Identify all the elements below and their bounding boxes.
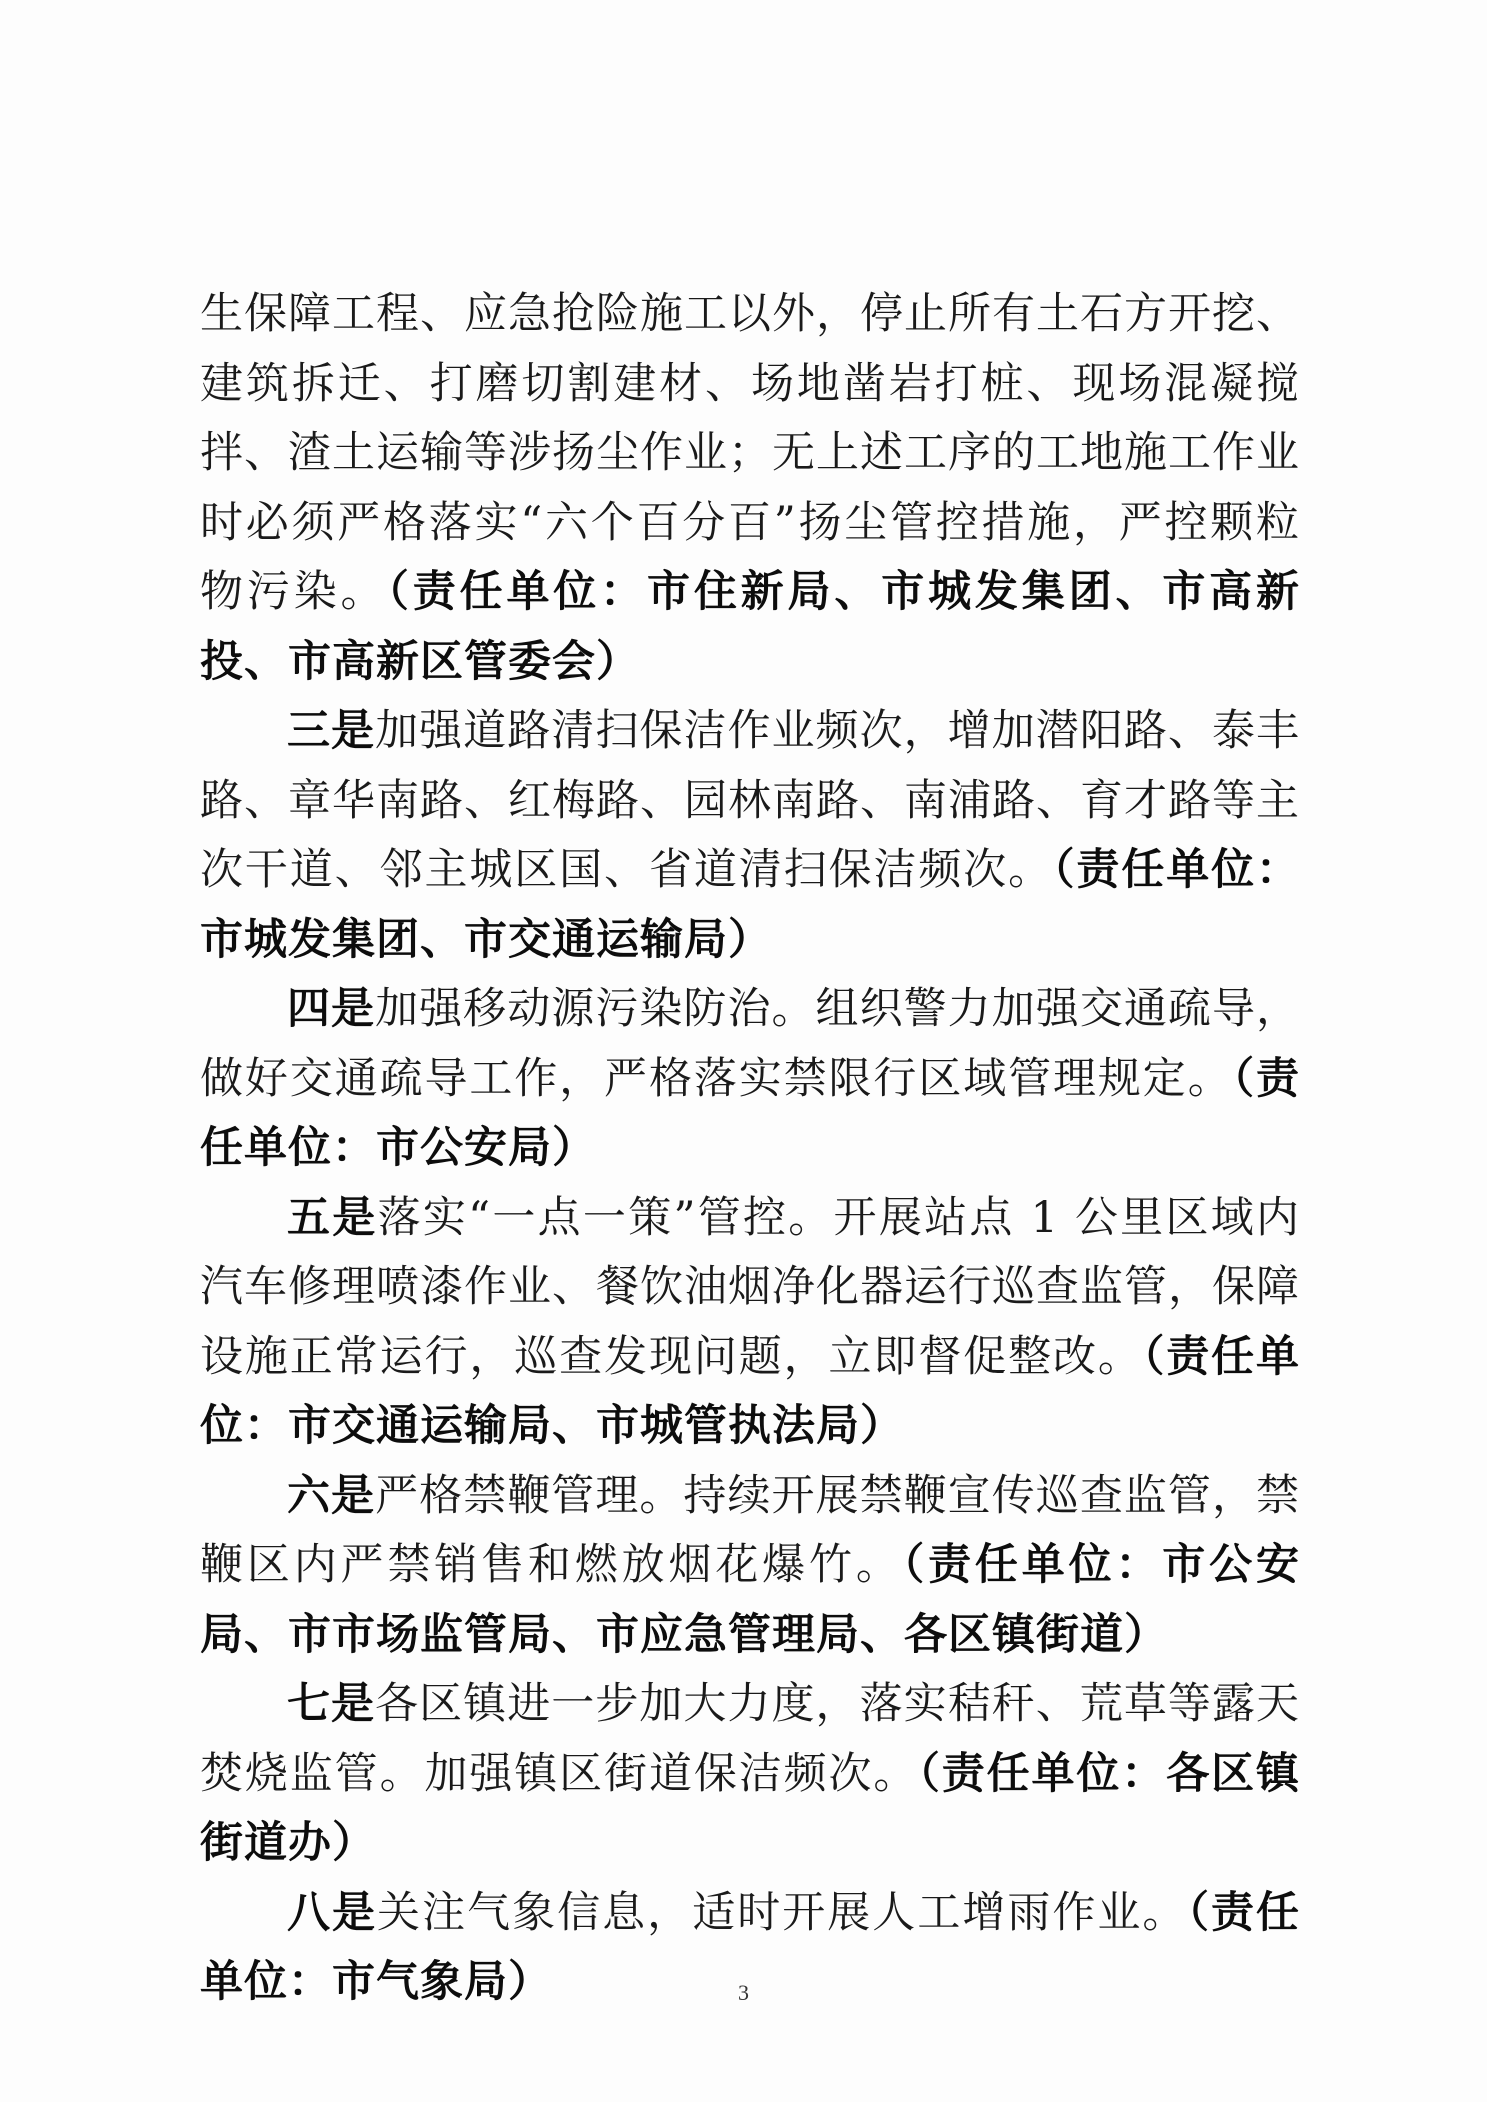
paragraph-site-control xyxy=(200,1184,1300,1462)
paragraph-burning-supervision xyxy=(200,1670,1300,1879)
item-number: 三是 xyxy=(287,706,376,756)
responsible-units: （责任单位：各区镇街道办） xyxy=(200,1748,1301,1868)
document-body xyxy=(200,280,1300,2018)
item-number: 四是 xyxy=(287,984,376,1034)
item-number: 八是 xyxy=(287,1887,378,1938)
paragraph-text: 关注气象信息，适时开展人工增雨作业。 xyxy=(377,1887,1188,1938)
responsible-units: （责任单位：市公安局） xyxy=(200,1053,1301,1173)
paragraph-text: 严格禁鞭管理。持续开展禁鞭宣传巡查监管，禁鞭区内严禁销售和燃放烟花爆竹。 xyxy=(200,1470,1301,1590)
paragraph-text: 各区镇进一步加大力度，落实秸秆、荒草等露天焚烧监管。加强镇区街道保洁频次。 xyxy=(200,1679,1301,1799)
responsible-units: （责任单位：市气象局） xyxy=(200,1887,1301,2007)
item-number: 六是 xyxy=(287,1470,376,1521)
paragraph-mobile-source xyxy=(200,975,1300,1184)
page-number: 3 xyxy=(738,1980,749,2005)
paragraph-dust-control xyxy=(200,280,1300,697)
paragraph-text: 生保障工程、应急抢险施工以外，停止所有土石方开挖、建筑拆迁、打磨切割建材、场地凿岩打桩、现场混凝搅拌、渣土运输等涉扬尘作业；无上述工序的工地施工作业时必须严格落实“六个百分百”扬尘管控措施，严控颗粒物污染。 xyxy=(200,289,1300,617)
paragraph-text: 落实“一点一策”管控。开展站点 1 公里区域内汽车修理喷漆作业、餐饮油烟净化器运行巡查监管，保障设施正常运行，巡查发现问题，立即督促整改。 xyxy=(200,1192,1301,1382)
paragraph-text: 加强移动源污染防治。组织警力加强交通疏导，做好交通疏导工作，严格落实禁限行区域管理规定。 xyxy=(200,984,1301,1104)
responsible-units: （责任单位：市住新局、市城发集团、市高新投、市高新区管委会） xyxy=(200,567,1301,687)
item-number: 五是 xyxy=(287,1192,378,1243)
item-number: 七是 xyxy=(287,1679,376,1729)
responsible-units: （责任单位：市公安局、市市场监管局、市应急管理局、各区镇街道） xyxy=(200,1540,1301,1660)
responsible-units: （责任单位：市城发集团、市交通运输局） xyxy=(200,845,1301,965)
paragraph-text: 加强道路清扫保洁作业频次，增加潜阳路、泰丰路、章华南路、红梅路、园林南路、南浦路、育才路等主次干道、邻主城区国、省道清扫保洁频次。 xyxy=(200,706,1301,895)
responsible-units: （责任单位：市交通运输局、市城管执法局） xyxy=(200,1331,1301,1451)
paragraph-firecracker-ban xyxy=(200,1462,1300,1671)
paragraph-road-cleaning xyxy=(200,697,1300,975)
